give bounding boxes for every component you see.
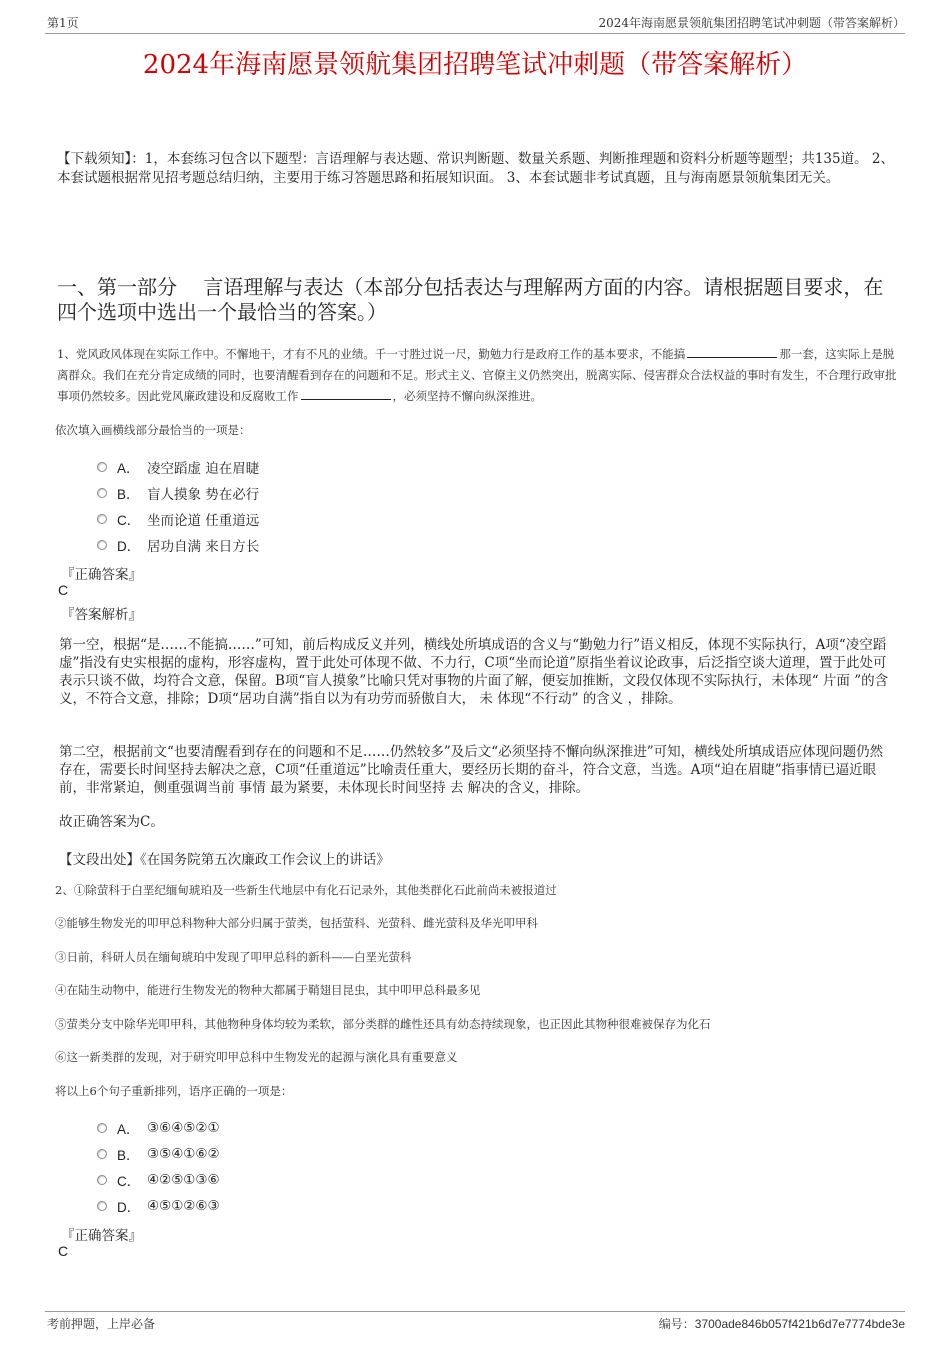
q1-analysis-paragraph-2: 第二空，根据前文“也要清醒看到存在的问题和不足……仍然较多”及后文“必须坚持不懈向纵深推进”可知，横线处所填成语应体现问题仍然存在，需要长时间坚持去解决之意，C项“任重道远”比喻责任重大，要经历长期的奋斗，符合文意，当选。A项“迫在眉睫”指事情已逼近眼前，非常紧迫，侧重强调当前 事情 最为紧要，未体现长时间坚持 去 解决的含义，排除。 (59, 744, 884, 796)
page-title: 2024年海南愿景领航集团招聘笔试冲刺题（带答案解析） (142, 50, 808, 80)
header-divider (45, 33, 905, 34)
q2-sentence: ②能够生物发光的叩甲总科物种大部分归属于萤类，包括萤科、光萤科、雌光萤科及华光叩甲科 (55, 916, 538, 930)
q2-sentence: ⑤萤类分支中除华光叩甲科，其他物种身体均较为柔软，部分类群的雌性还具有幼态持续现象，也正因此其物种很难被保存为化石 (55, 1017, 711, 1031)
q2-option-d[interactable]: D． ④⑤①②⑥③ (97, 1196, 220, 1216)
footer-divider (45, 1311, 905, 1312)
radio-icon[interactable] (97, 1175, 107, 1185)
q1-analysis-paragraph-1: 第一空，根据“是……不能搞……”可知，前后构成反义并列，横线处所填成语的含义与“勤勉力行”语义相反，体现不实际执行，A项“凌空蹈虚”指没有史实根据的虚构，形容虚构，置于此处可体现不做、不力行，C项“坐而论道”原指坐着议论政事，后泛指空谈大道理，置于此处可表示只谈不做，均符合文意，保留。B项“盲人摸象”比喻只凭对事物的片面了解，便妄加推断，文段仅体现不实际执行，未体现“ 片面 ”的含义，不符合文意，排除；D项“居功自满”指自以为有功劳而骄傲自大， 未 体现“不行动” 的含义 ，排除。 (59, 637, 889, 707)
footer-slogan: 考前押题，上岸必备 (47, 1317, 156, 1331)
q1-answer-label: 『正确答案』 (61, 567, 142, 583)
radio-icon[interactable] (97, 540, 107, 550)
q1-source: 【文段出处】《在国务院第五次廉政工作会议上的讲话》 (59, 852, 390, 868)
q2-sentence: ⑥这一新类群的发现，对于研究叩甲总科中生物发光的起源与演化具有重要意义 (55, 1050, 458, 1064)
q1-option-b[interactable]: B． 盲人摸象 势在必行 (97, 483, 259, 503)
question-1-prompt: 依次填入画横线部分最恰当的一项是： (55, 423, 251, 437)
q1-analysis-label: 『答案解析』 (61, 607, 142, 623)
download-notice: 【下载须知】：1，本套练习包含以下题型：言语理解与表达题、常识判断题、数量关系题、判断推理题和资料分析题等题型；共135道。 2、本套试题根据常见招考题总结归纳，主要用于练习答题思路和拓展知识面。 3、本套试题非考试真题，且与海南愿景领航集团无关。 (57, 151, 894, 186)
q2-sentence: 2、①除萤科于白垩纪缅甸琥珀及一些新生代地层中有化石记录外，其他类群化石此前尚未被报道过 (55, 883, 557, 897)
q1-answer: C (58, 582, 69, 598)
page-number: 第1页 (47, 16, 79, 30)
q2-sentence: ④在陆生动物中，能进行生物发光的物种大都属于鞘翅目昆虫，其中叩甲总科最多见 (55, 983, 481, 997)
q2-option-b[interactable]: B． ③⑤④①⑥② (97, 1144, 220, 1164)
blank-1 (687, 346, 777, 358)
radio-icon[interactable] (97, 462, 107, 472)
question-2-prompt: 将以上6个句子重新排列，语序正确的一项是： (55, 1084, 293, 1098)
q2-option-a[interactable]: A． ③⑥④⑤②① (97, 1118, 220, 1138)
document-code: 编号：3700ade846b057f421b6d7e7774bde3e (658, 1317, 905, 1331)
q2-answer-label: 『正确答案』 (61, 1228, 142, 1244)
blank-2 (301, 388, 391, 400)
q2-option-c[interactable]: C． ④②⑤①③⑥ (97, 1170, 220, 1190)
header-doc-title: 2024年海南愿景领航集团招聘笔试冲刺题（带答案解析） (598, 16, 905, 30)
radio-icon[interactable] (97, 488, 107, 498)
q1-option-a[interactable]: A． 凌空蹈虚 迫在眉睫 (97, 457, 259, 477)
question-1-passage: 1、党风政风体现在实际工作中。不懈地干，才有不凡的业绩。千一寸胜过说一尺，勤勉力行是政府工作的基本要求，不能搞 那一套，这实际上是脱离群众。我们在充分肯定成绩的同时，也要清醒看到存在的问题和不足。形式主义、官僚主义仍然突出，脱离实际、侵害群众合法权益的事时有发生，不合理行政审批事项仍然较多。因此党风廉政建设和反腐败工作 ，必须坚持不懈向纵深推进。 (57, 347, 897, 403)
q2-answer: C (58, 1243, 69, 1259)
section-heading: 一、第一部分 言语理解与表达（本部分包括表达与理解两方面的内容。请根据题目要求，在四个选项中选出一个最恰当的答案。） (57, 275, 884, 324)
radio-icon[interactable] (97, 1149, 107, 1159)
radio-icon[interactable] (97, 1123, 107, 1133)
q2-sentence: ③日前，科研人员在缅甸琥珀中发现了叩甲总科的新科——白垩光萤科 (55, 950, 412, 964)
q1-conclusion: 故正确答案为C。 (59, 814, 164, 830)
radio-icon[interactable] (97, 1201, 107, 1211)
q1-option-c[interactable]: C． 坐而论道 任重道远 (97, 509, 259, 529)
q1-option-d[interactable]: D． 居功自满 来日方长 (97, 535, 259, 555)
radio-icon[interactable] (97, 514, 107, 524)
